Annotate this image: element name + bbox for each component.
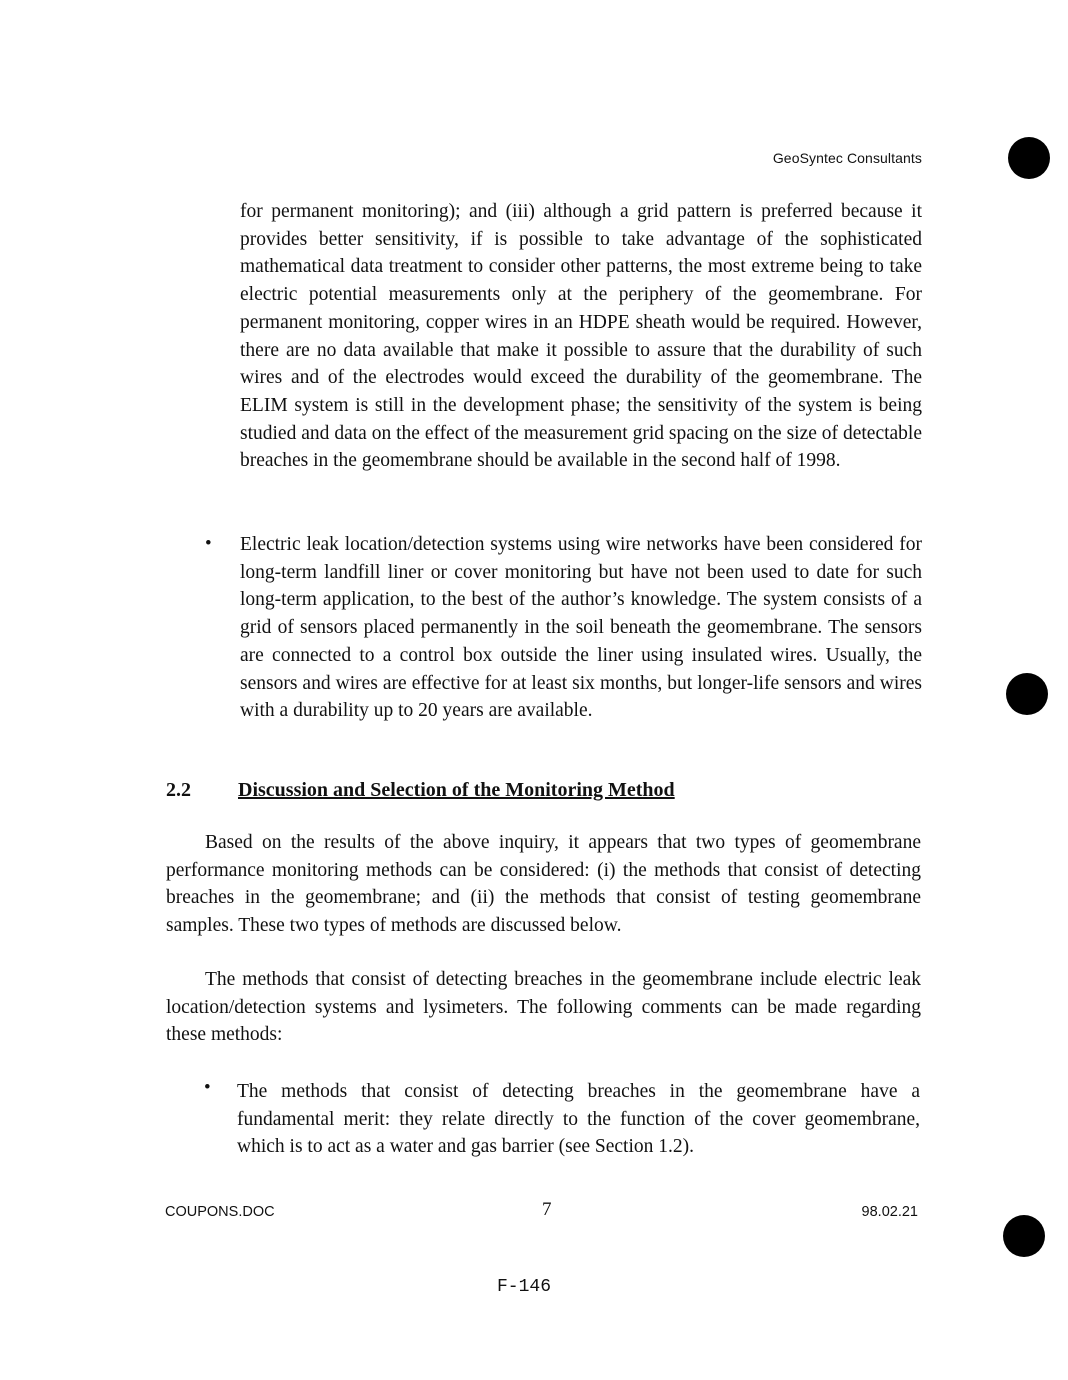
section-number: 2.2 <box>166 779 191 801</box>
footer-page-number: 7 <box>542 1199 552 1220</box>
punch-hole-icon <box>1008 137 1050 179</box>
bullet-item-electric-leak-systems: Electric leak location/detection systems using wire networks have been considered for long-term landfill liner or cover monitoring but have not been used to date for such long-term application, to the best of the author’s knowledge. The system consists of a grid of sensors placed permanently in the soil beneath the geomembrane. The sensors are connected to a control box outside the liner using insulated wires. Usually, the sensors and wires are effective for at least six months, but longer-life sensors and wires with a durability up to 20 years are available. <box>240 534 922 722</box>
footer-date: 98.02.21 <box>861 1204 918 1220</box>
continuation-paragraph: for permanent monitoring); and (iii) although a grid pattern is preferred because it provides better sensitivity, if is possible to take advantage of the sophisticated mathematical data treatment to consider other patterns, the most extreme being to take electric potential measurements only at the periphery of the geomembrane. For permanent monitoring, copper wires in an HDPE sheath would be required. However, there are no data available that make it possible to assure that the durability of such wires and of the electrodes would exceed the durability of the geomembrane. The ELIM system is still in the development phase; the sensitivity of the system is being studied and data on the effect of the measurement grid spacing on the size of detectable breaches in the geomembrane should be available in the second half of 1998. <box>240 201 922 472</box>
punch-hole-icon <box>1003 1215 1045 1257</box>
paragraph-monitoring-types: Based on the results of the above inquiry, it appears that two types of geomembrane performance monitoring methods can be considered: (i) the methods that consist of detecting breaches in the geomembrane; and (ii) the methods that consist of testing geomembrane samples. These two types of methods are discussed below. <box>166 832 921 937</box>
footer-filename: COUPONS.DOC <box>165 1204 275 1220</box>
bullet-item-fundamental-merit: The methods that consist of detecting breaches in the geomembrane have a fundamental merit: they relate directly to the function of the cover geomembrane, which is to act as a water and gas barrier (see Section 1.2). <box>237 1081 920 1158</box>
document-code: F-146 <box>497 1277 552 1297</box>
bullet-marker: • <box>204 1077 211 1098</box>
bullet-marker: • <box>205 533 212 554</box>
paragraph-breach-detection: The methods that consist of detecting breaches in the geomembrane include electric leak location/detection systems and lysimeters. The following comments can be made regarding these methods: <box>166 969 921 1046</box>
section-heading: Discussion and Selection of the Monitoring Method <box>238 779 675 801</box>
running-header-company: GeoSyntec Consultants <box>772 150 922 166</box>
punch-hole-icon <box>1006 673 1048 715</box>
